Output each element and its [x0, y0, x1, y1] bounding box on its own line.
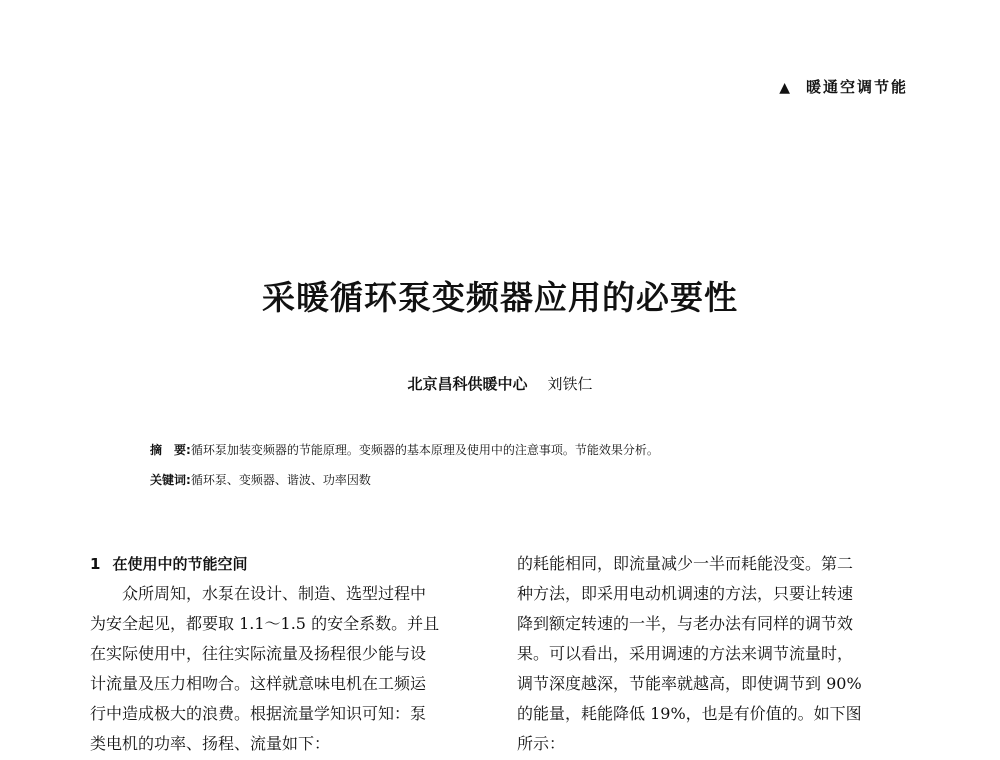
body-line: 计流量及压力相吻合。这样就意味电机在工频运 — [90, 674, 427, 693]
keywords — [150, 471, 371, 488]
abstract-text: 循环泵加装变频器的节能原理。变频器的基本原理及使用中的注意事项。节能效果分析。 — [190, 443, 659, 457]
body-line: 的耗能相同，即流量减少一半而耗能没变。第二 — [517, 554, 854, 573]
abstract-label: 摘 要: — [150, 443, 191, 457]
section-heading — [90, 549, 470, 579]
right-column — [517, 549, 897, 759]
keywords-text: 循环泵、变频器、谐波、功率因数 — [190, 473, 371, 487]
body-line: 类电机的功率、扬程、流量如下： — [90, 734, 331, 753]
body-line: 果。可以看出，采用调速的方法来调节流量时， — [517, 644, 854, 663]
body-line: 种方法，即采用电动机调速的方法，只要让转速 — [517, 584, 854, 603]
paper-title: 采暖循环泵变频器应用的必要性 — [262, 278, 738, 317]
body-line: 为安全起见，都要取 1.1～1.5 的安全系数。并且 — [90, 614, 440, 633]
author: 刘铁仁 — [547, 375, 593, 393]
body-line: 行中造成极大的浪费。根据流量学知识可知：泵 — [90, 704, 427, 723]
organization: 北京昌科供暖中心 — [407, 375, 528, 393]
abstract — [150, 441, 659, 458]
running-header — [779, 76, 908, 97]
triangle-marker-icon: ▲ — [779, 80, 792, 96]
body-line: 众所周知，水泵在设计、制造、选型过程中 — [122, 584, 427, 603]
byline — [0, 373, 1000, 394]
body-line: 降到额定转速的一半，与老办法有同样的调节效 — [517, 614, 854, 633]
body-line: 的能量，耗能降低 19%，也是有价值的。如下图 — [517, 704, 862, 723]
body-line: 在实际使用中，往往实际流量及扬程很少能与设 — [90, 644, 427, 663]
keywords-label: 关键词: — [150, 473, 191, 487]
body-line: 调节深度越深，节能率就越高，即使调节到 90% — [517, 674, 862, 693]
left-column — [90, 549, 470, 759]
body-line: 所示： — [517, 734, 566, 753]
section-title: 在使用中的节能空间 — [112, 555, 248, 573]
section-number: 1 — [90, 555, 101, 573]
section-name: 暖通空调节能 — [805, 78, 908, 96]
